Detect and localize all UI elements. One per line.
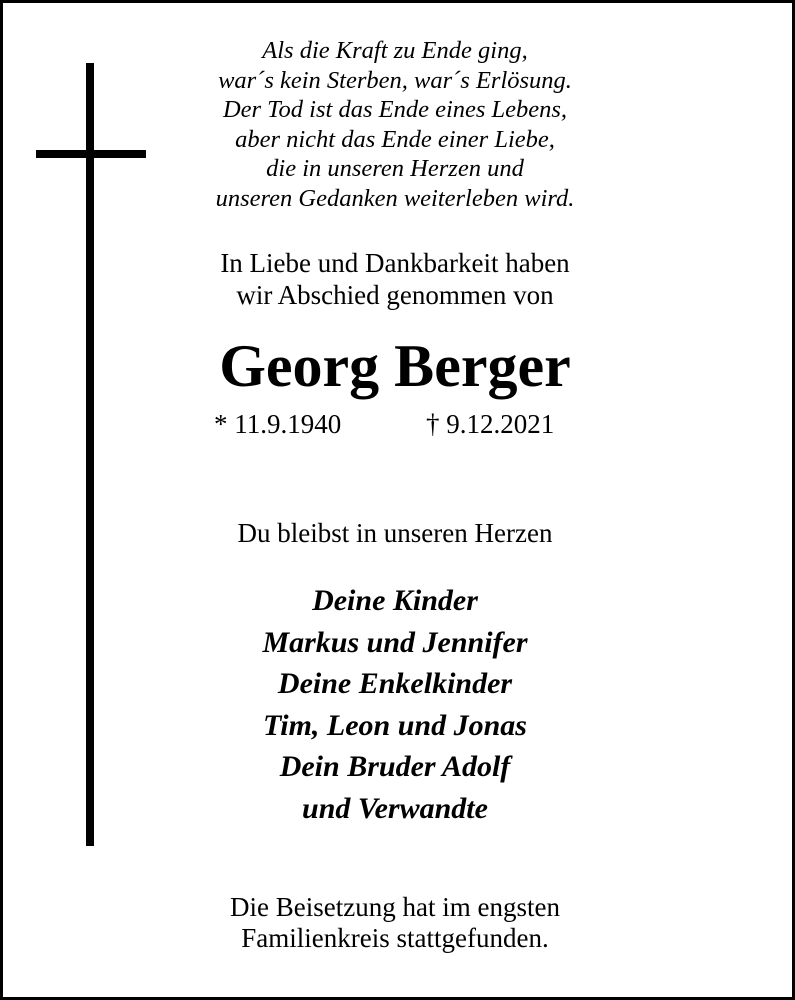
poem-line: die in unseren Herzen und bbox=[266, 155, 524, 182]
poem-line: Als die Kraft zu Ende ging, bbox=[262, 37, 528, 64]
cross-icon-vertical-bar bbox=[86, 63, 94, 846]
birth-date: * 11.9.1940 bbox=[214, 409, 342, 439]
funeral-note-line: Die Beisetzung hat im engsten bbox=[230, 892, 560, 922]
family-line: Deine Enkelkinder bbox=[277, 667, 513, 700]
family-line: Dein Bruder Adolf bbox=[279, 750, 511, 783]
intro-line: In Liebe und Dankbarkeit haben bbox=[220, 248, 570, 278]
cross-icon-horizontal-bar bbox=[36, 150, 146, 158]
poem-line: Der Tod ist das Ende eines Lebens, bbox=[222, 96, 568, 123]
deceased-name: Georg Berger bbox=[219, 333, 571, 399]
death-date: † 9.12.2021 bbox=[426, 409, 555, 439]
intro-text bbox=[175, 247, 615, 311]
poem bbox=[195, 36, 595, 213]
family-line: Markus und Jennifer bbox=[262, 625, 528, 659]
intro-line: wir Abschied genommen von bbox=[236, 280, 554, 310]
funeral-note-line: Familienkreis stattgefunden. bbox=[241, 923, 549, 953]
life-dates bbox=[0, 406, 795, 442]
family-line: Tim, Leon und Jonas bbox=[263, 708, 527, 742]
family-signatures bbox=[145, 580, 645, 829]
funeral-note bbox=[145, 892, 645, 954]
remembrance-line: Du bleibst in unseren Herzen bbox=[237, 518, 553, 548]
poem-line: war´s kein Sterben, war´s Erlösung. bbox=[218, 66, 572, 94]
family-line: Deine Kinder bbox=[312, 584, 478, 617]
poem-line: unseren Gedanken weiterleben wird. bbox=[215, 184, 575, 212]
family-line: und Verwandte bbox=[302, 791, 488, 825]
poem-line: aber nicht das Ende einer Liebe, bbox=[235, 125, 555, 153]
